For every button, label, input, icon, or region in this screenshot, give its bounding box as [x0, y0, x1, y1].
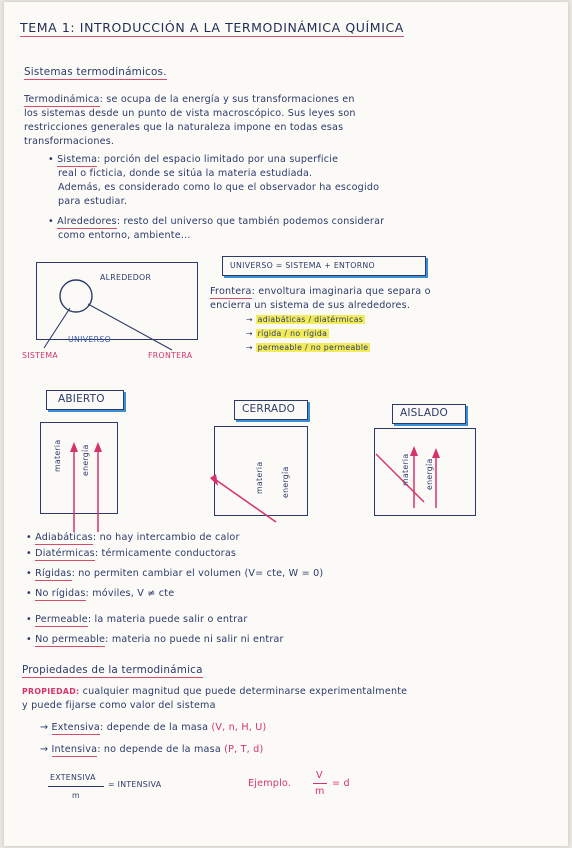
type-row: • No permeable: materia no puede ni salir ni entrar: [26, 634, 284, 645]
aislado-energia-label: energía: [425, 458, 434, 490]
type-row: • Rígidas: no permiten cambiar el volumen (V= cte, W = 0): [26, 568, 324, 579]
cerrado-materia-label: materia: [255, 461, 264, 494]
frontera-option-3: → permeable / no permeable: [246, 343, 369, 352]
formula-fraction-bar: [48, 786, 104, 787]
frontera-option-1: → adiabáticas / diatérmicas: [246, 315, 364, 324]
alrededores-line1: • Alrededores: resto del universo que también podemos considerar: [48, 216, 385, 227]
termodinamica-line1: Termodinámica: se ocupa de la energía y sus transformaciones en: [24, 94, 355, 105]
universo-equation: UNIVERSO = SISTEMA + ENTORNO: [230, 261, 375, 270]
label-cerrado: CERRADO: [242, 403, 296, 415]
sistema-line3: Además, es considerado como lo que el observador ha escogido: [58, 182, 380, 193]
termodinamica-line4: transformaciones.: [24, 136, 115, 147]
bullet-icon: •: [48, 154, 54, 165]
arrow-right-icon: →: [40, 744, 49, 755]
frontera-option-2: → rígida / no rígida: [246, 329, 328, 338]
label-universo: UNIVERSO: [68, 335, 112, 344]
termodinamica-line3: restricciones generales que la naturaleza impone en todas esas: [24, 122, 344, 133]
arrow-right-icon: →: [246, 315, 253, 324]
section-heading-propiedades: Propiedades de la termodinámica: [22, 664, 203, 676]
ejemplo-fraction-bar: [313, 783, 327, 784]
label-aislado: AISLADO: [400, 407, 448, 419]
propiedad-line1: PROPIEDAD: cualquier magnitud que puede determinarse experimentalmente: [22, 686, 408, 697]
bullet-icon: •: [48, 216, 54, 227]
sistema-line4: para estudiar.: [58, 196, 128, 207]
system-arrows: [4, 2, 568, 846]
sistema-line1: • Sistema: porción del espacio limitado por una superficie: [48, 154, 339, 165]
frontera-line1: Frontera: envoltura imaginaria que separa o: [210, 286, 431, 297]
type-row: • Diatérmicas: térmicamente conductoras: [26, 548, 237, 559]
section-heading-sistemas: Sistemas termodinámicos.: [24, 66, 167, 78]
bullet-icon: •: [26, 614, 32, 625]
page-title: TEMA 1: INTRODUCCIÓN A LA TERMODINÁMICA QUÍMICA: [20, 20, 404, 35]
ejemplo-rhs: = d: [332, 778, 350, 789]
formula-rhs: = INTENSIVA: [108, 780, 162, 789]
arrow-right-icon: →: [40, 722, 49, 733]
alrededores-line2: como entorno, ambiente...: [58, 230, 191, 241]
type-row: • Adiabáticas: no hay intercambio de calor: [26, 532, 240, 543]
bullet-icon: •: [26, 548, 32, 559]
bullet-icon: •: [26, 634, 32, 645]
propiedad-line2: y puede fijarse como valor del sistema: [22, 700, 216, 711]
abierto-energia-label: energía: [81, 444, 90, 476]
type-row: • Permeable: la materia puede salir o entrar: [26, 614, 248, 625]
frontera-line2: encierra un sistema de sus alrededores.: [210, 300, 411, 311]
ejemplo-denominator: m: [315, 786, 325, 797]
notebook-page: [4, 2, 568, 846]
bullet-icon: •: [26, 568, 32, 579]
abierto-materia-label: materia: [53, 439, 62, 472]
extensiva-row: → Extensiva: depende de la masa (V, n, H, U): [40, 722, 267, 733]
arrow-right-icon: →: [246, 329, 253, 338]
label-frontera: FRONTERA: [148, 351, 193, 360]
label-alrededor: ALREDEDOR: [100, 273, 152, 282]
sistema-line2: real o ficticia, donde se sitúa la materia estudiada.: [58, 168, 313, 179]
formula-numerator: EXTENSIVA: [50, 773, 96, 782]
type-row: • No rígidas: móviles, V ≠ cte: [26, 588, 175, 599]
intensiva-row: → Intensiva: no depende de la masa (P, T, d): [40, 744, 264, 755]
label-sistema: SISTEMA: [22, 351, 59, 360]
aislado-materia-label: materia: [401, 453, 410, 486]
formula-denominator: m: [72, 791, 80, 800]
cerrado-energia-label: energía: [281, 466, 290, 498]
ejemplo-label: Ejemplo.: [248, 778, 292, 789]
label-abierto: ABIERTO: [58, 393, 105, 405]
termodinamica-line2: los sistemas desde un punto de vista macroscópico. Sus leyes son: [24, 108, 356, 119]
ejemplo-numerator: V: [316, 770, 323, 781]
arrow-right-icon: →: [246, 343, 253, 352]
bullet-icon: •: [26, 588, 32, 599]
bullet-icon: •: [26, 532, 32, 543]
